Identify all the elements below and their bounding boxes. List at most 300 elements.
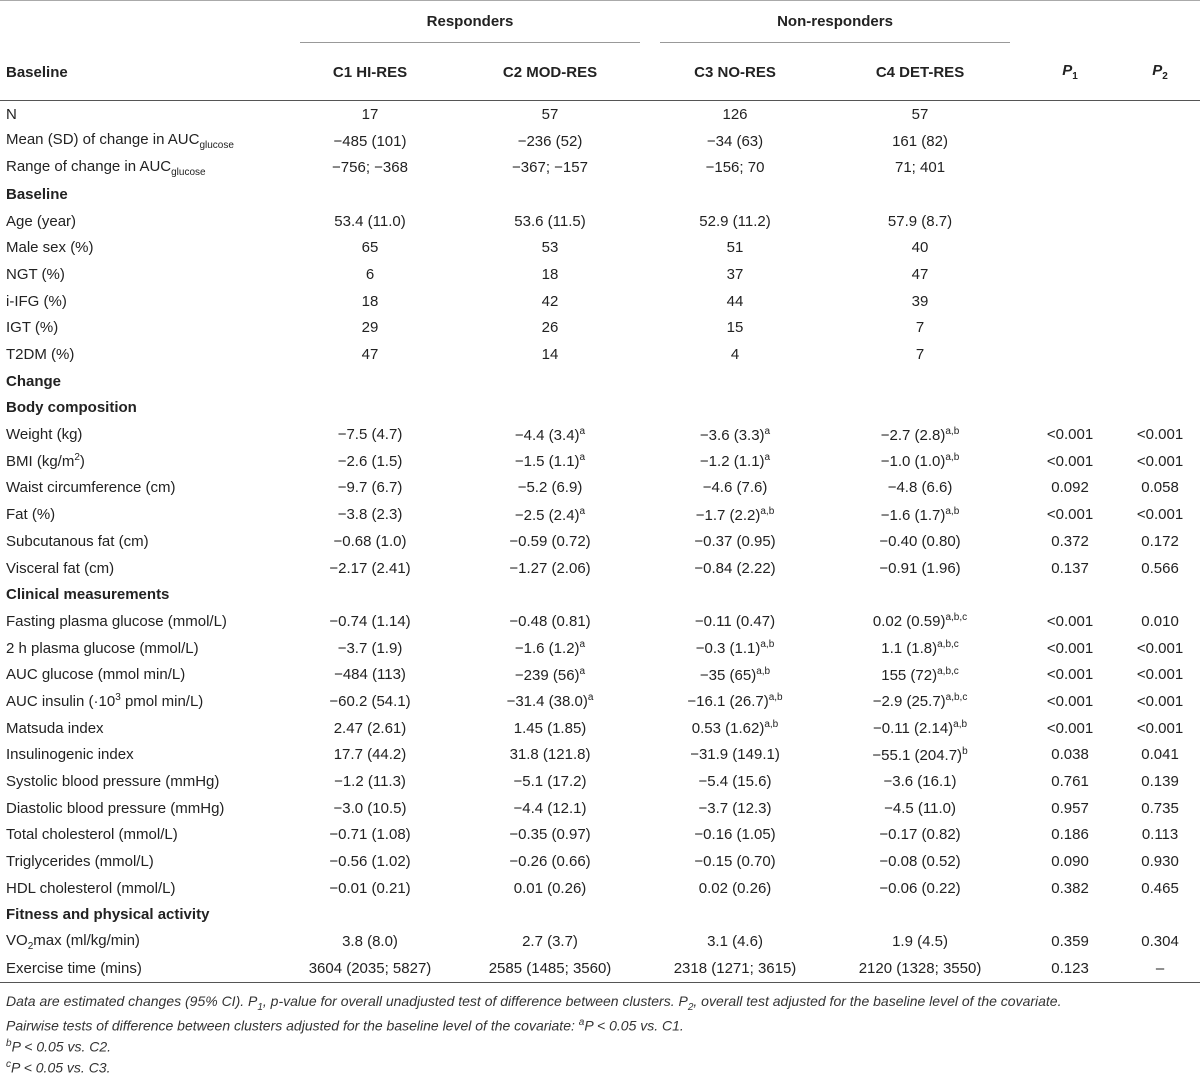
- table-row: [0, 875, 1200, 902]
- row-label-text: AUC insulin (·10: [6, 693, 116, 711]
- cell-value: 18: [361, 292, 379, 310]
- table-cell: [650, 341, 820, 368]
- cell-value: 0.359: [1051, 933, 1089, 951]
- table-cell: [290, 154, 450, 181]
- cell-value: 0.465: [1141, 879, 1179, 897]
- table-cell: [450, 501, 650, 528]
- group-header-row: [0, 1, 1200, 45]
- cell-value: 0.53 (1.62): [691, 720, 765, 738]
- footnote-text: Pairwise tests of difference between clusters adjusted for the baseline level of the covariate:: [6, 1017, 579, 1034]
- row-label: [0, 848, 290, 875]
- cell-value: 3604 (2035; 5827): [308, 959, 432, 977]
- cell-value: −0.16 (1.05): [694, 826, 776, 844]
- table-cell: [450, 955, 650, 982]
- cell-value: −1.7 (2.2): [695, 506, 761, 524]
- row-label-text: Age (year): [6, 212, 77, 230]
- table-cell: [290, 421, 450, 448]
- table-cell: [1120, 341, 1200, 368]
- table-row: [0, 822, 1200, 849]
- table-cell: [820, 288, 1020, 315]
- table-cell: [650, 421, 820, 448]
- cell-value: 37: [726, 265, 744, 283]
- cell-value: −1.6 (1.2): [514, 640, 580, 658]
- row-label: [0, 635, 290, 662]
- cell-superscript: a,b: [953, 719, 968, 731]
- cell-value: 53: [541, 239, 559, 257]
- cell-value: −0.59 (0.72): [509, 532, 591, 550]
- cell-value: 0.566: [1141, 559, 1179, 577]
- row-label: [0, 608, 290, 635]
- table-cell: [290, 475, 450, 502]
- table-cell: [290, 288, 450, 315]
- row-label: [0, 288, 290, 315]
- table-cell: [1020, 688, 1120, 715]
- table-cell: [290, 688, 450, 715]
- table-cell: [450, 528, 650, 555]
- row-label: [0, 101, 290, 128]
- row-label: [0, 928, 290, 955]
- row-label-text: VO: [6, 931, 28, 949]
- table-row: [0, 742, 1200, 769]
- table-cell: [650, 688, 820, 715]
- table-cell: [1020, 421, 1120, 448]
- table-cell: [1120, 448, 1200, 475]
- table-cell: [1120, 128, 1200, 155]
- cell-value: −0.35 (0.97): [509, 826, 591, 844]
- cell-value: −0.74 (1.14): [329, 612, 411, 630]
- cell-value: 40: [911, 239, 929, 257]
- row-label-text: Total cholesterol (mmol/L): [6, 826, 178, 844]
- cell-value: 0.172: [1141, 532, 1179, 550]
- cell-value: 2585 (1485; 3560): [488, 959, 612, 977]
- table-cell: [820, 608, 1020, 635]
- cell-value: 14: [541, 346, 559, 364]
- cell-value: 65: [361, 239, 379, 257]
- cell-value: 0.092: [1051, 479, 1089, 497]
- table-row: [0, 101, 1200, 128]
- section-row: [0, 181, 1200, 208]
- table-row: [0, 208, 1200, 235]
- row-label-subscript: glucose: [199, 140, 234, 152]
- cell-value: <0.001: [1046, 426, 1094, 444]
- table-cell: [820, 315, 1020, 342]
- row-label-text: Mean (SD) of change in AUC: [6, 131, 200, 149]
- row-label-text: HDL cholesterol (mmol/L): [6, 879, 176, 897]
- table-cell: [820, 234, 1020, 261]
- table-cell: [1120, 795, 1200, 822]
- cell-value: −3.7 (12.3): [698, 799, 772, 817]
- table-cell: [820, 768, 1020, 795]
- cell-value: −367; −157: [512, 159, 588, 177]
- cell-value: <0.001: [1046, 639, 1094, 657]
- cell-value: −4.4 (3.4): [514, 426, 580, 444]
- cell-value: 6: [365, 265, 375, 283]
- table-cell: [290, 101, 450, 128]
- cell-value: <0.001: [1046, 719, 1094, 737]
- table-cell: [1120, 501, 1200, 528]
- column-header-c4: C4 DET-RES: [875, 63, 965, 81]
- table-cell: [820, 421, 1020, 448]
- group-header-non-responders: [650, 1, 1020, 45]
- table-cell: [820, 635, 1020, 662]
- cell-value: –: [1155, 959, 1165, 977]
- table-row: [0, 688, 1200, 715]
- cell-value: −0.06 (0.22): [879, 879, 961, 897]
- table-cell: [650, 848, 820, 875]
- table-cell: [1020, 555, 1120, 582]
- table-cell: [650, 795, 820, 822]
- table-cell: [450, 635, 650, 662]
- cell-value: −31.9 (149.1): [690, 746, 780, 764]
- cell-superscript: a,b,c: [945, 692, 968, 704]
- row-label: [0, 528, 290, 555]
- row-label: [0, 154, 290, 181]
- table-cell: [820, 955, 1020, 982]
- footnote-sub: 2: [687, 1001, 694, 1013]
- cell-value: 1.1 (1.8): [881, 640, 938, 658]
- cell-value: −1.0 (1.0): [880, 453, 946, 471]
- table-cell: [290, 315, 450, 342]
- table-cell: [1020, 234, 1120, 261]
- footnote-text: , p-value for overall unadjusted test of difference between clusters. P: [262, 993, 688, 1009]
- cell-value: 57: [541, 105, 559, 123]
- cell-value: 0.058: [1141, 479, 1179, 497]
- table-cell: [820, 208, 1020, 235]
- row-label-subscript: glucose: [171, 166, 206, 178]
- table-cell: [290, 341, 450, 368]
- table-cell: [450, 341, 650, 368]
- table-cell: [1120, 848, 1200, 875]
- table-cell: [1120, 875, 1200, 902]
- table-cell: [1020, 661, 1120, 688]
- row-label-text: Triglycerides (mmol/L): [6, 853, 154, 871]
- cell-value: −0.84 (2.22): [694, 559, 776, 577]
- table-cell: [650, 768, 820, 795]
- table-cell: [1120, 608, 1200, 635]
- cell-value: −0.01 (0.21): [329, 879, 411, 897]
- footnote-sup: c: [6, 1059, 11, 1070]
- cell-value: 161 (82): [892, 132, 948, 150]
- cell-value: 0.038: [1051, 746, 1089, 764]
- cell-value: 155 (72): [881, 666, 938, 684]
- cell-value: 57: [911, 105, 929, 123]
- row-label: [0, 688, 290, 715]
- cell-value: <0.001: [1136, 719, 1184, 737]
- footnote-text: , overall test adjusted for the baseline level of the covariate.: [693, 993, 1062, 1009]
- cell-value: 0.139: [1141, 773, 1179, 791]
- table-cell: [450, 101, 650, 128]
- table-cell: [650, 742, 820, 769]
- row-label-superscript: 3: [115, 692, 121, 704]
- cell-value: 0.010: [1141, 612, 1179, 630]
- table-row: [0, 341, 1200, 368]
- row-label-text: i-IFG (%): [6, 292, 67, 310]
- table-cell: [1020, 742, 1120, 769]
- cell-value: −0.3 (1.1): [695, 640, 761, 658]
- cell-superscript: b: [962, 745, 968, 757]
- table-cell: [820, 742, 1020, 769]
- table-cell: [1020, 715, 1120, 742]
- cell-value: 1.45 (1.85): [513, 719, 587, 737]
- section-row: [0, 581, 1200, 608]
- cell-value: 0.930: [1141, 853, 1179, 871]
- row-label: [0, 448, 290, 475]
- row-label-text: Waist circumference (cm): [6, 479, 176, 497]
- table-cell: [820, 848, 1020, 875]
- section-row: [0, 368, 1200, 395]
- row-label-text: Visceral fat (cm): [6, 559, 115, 577]
- row-label-text: Weight (kg): [6, 426, 83, 444]
- table-row: [0, 555, 1200, 582]
- table-row: [0, 768, 1200, 795]
- cell-value: −484 (113): [334, 666, 406, 684]
- table-cell: [290, 208, 450, 235]
- footnote-text: P < 0.05 vs. C2.: [11, 1038, 112, 1055]
- row-label-text: Matsuda index: [6, 719, 104, 737]
- row-label: [0, 822, 290, 849]
- group-label-non-responders: Non-responders: [660, 3, 1010, 43]
- cell-value: −1.6 (1.7): [880, 506, 946, 524]
- table-cell: [1020, 848, 1120, 875]
- table-cell: [820, 555, 1020, 582]
- table-row: [0, 715, 1200, 742]
- column-header-c1: C1 HI-RES: [332, 63, 408, 81]
- table-cell: [820, 688, 1020, 715]
- table-cell: [650, 928, 820, 955]
- table-cell: [1020, 128, 1120, 155]
- column-header-c3: C3 NO-RES: [694, 63, 776, 81]
- p-letter: P: [1062, 62, 1073, 79]
- table-row: [0, 234, 1200, 261]
- cell-value: −1.5 (1.1): [514, 453, 580, 471]
- section-row: [0, 395, 1200, 422]
- table-cell: [1120, 635, 1200, 662]
- cell-value: −1.2 (11.3): [334, 773, 406, 791]
- row-label: [0, 234, 290, 261]
- cell-value: <0.001: [1046, 612, 1094, 630]
- footnote-sup: a: [578, 1017, 585, 1028]
- row-label: [0, 315, 290, 342]
- cell-value: −2.7 (2.8): [880, 426, 946, 444]
- table-row: [0, 475, 1200, 502]
- table-cell: [650, 448, 820, 475]
- table-cell: [820, 448, 1020, 475]
- cell-value: 26: [541, 319, 559, 337]
- cell-value: −3.0 (10.5): [333, 799, 407, 817]
- table-cell: [650, 661, 820, 688]
- table-cell: [650, 475, 820, 502]
- row-label-text: pmol min/L): [120, 693, 204, 711]
- table-cell: [1020, 341, 1120, 368]
- cell-superscript: a,b: [760, 505, 775, 517]
- row-label: [0, 555, 290, 582]
- table-cell: [1120, 154, 1200, 181]
- column-header-p2: [1120, 44, 1200, 101]
- table-cell: [1020, 261, 1120, 288]
- table-cell: [290, 742, 450, 769]
- table-cell: [1120, 101, 1200, 128]
- cell-value: −3.8 (2.3): [337, 506, 403, 524]
- table-cell: [820, 822, 1020, 849]
- cell-value: −0.17 (0.82): [879, 826, 961, 844]
- cell-value: −5.2 (6.9): [517, 479, 583, 497]
- cell-value: −1.27 (2.06): [509, 559, 591, 577]
- table-cell: [650, 635, 820, 662]
- cell-value: 0.090: [1051, 853, 1089, 871]
- cell-value: −0.56 (1.02): [329, 853, 411, 871]
- row-label-text: ): [79, 453, 85, 471]
- row-label-text: BMI (kg/m: [6, 453, 75, 471]
- cell-superscript: a: [579, 639, 586, 651]
- table-cell: [450, 715, 650, 742]
- table-row: [0, 288, 1200, 315]
- row-label-text: max (ml/kg/min): [33, 931, 140, 949]
- cell-value: −239 (56): [514, 666, 580, 684]
- table-cell: [290, 822, 450, 849]
- row-label-text: Fasting plasma glucose (mmol/L): [6, 612, 227, 630]
- cell-value: −0.91 (1.96): [879, 559, 961, 577]
- cell-value: 3.8 (8.0): [342, 933, 398, 951]
- cell-value: <0.001: [1136, 639, 1184, 657]
- cell-superscript: a,b: [756, 665, 771, 677]
- table-cell: [1120, 822, 1200, 849]
- cell-value: −0.26 (0.66): [509, 853, 591, 871]
- table-cell: [290, 128, 450, 155]
- cell-value: 2318 (1271; 3615): [673, 959, 797, 977]
- table-cell: [650, 154, 820, 181]
- p-subscript: 2: [1162, 71, 1168, 82]
- table-cell: [820, 261, 1020, 288]
- table-cell: [1020, 608, 1120, 635]
- cell-value: −0.11 (2.14): [872, 720, 954, 738]
- cell-value: 31.8 (121.8): [509, 746, 591, 764]
- cell-value: <0.001: [1136, 692, 1184, 710]
- row-label-text: N: [6, 105, 17, 123]
- table-cell: [650, 234, 820, 261]
- table-cell: [1020, 768, 1120, 795]
- row-label: [0, 715, 290, 742]
- cell-value: 2.7 (3.7): [522, 933, 578, 951]
- table-cell: [1120, 661, 1200, 688]
- table-cell: [1120, 208, 1200, 235]
- cell-value: −4.4 (12.1): [513, 799, 587, 817]
- footnote-line-2: [6, 1013, 1194, 1036]
- table-row: [0, 928, 1200, 955]
- section-label: Fitness and physical activity: [6, 906, 210, 924]
- cell-value: −9.7 (6.7): [337, 479, 403, 497]
- row-label-text: Fat (%): [6, 506, 56, 524]
- table-cell: [450, 768, 650, 795]
- table-row: [0, 261, 1200, 288]
- row-label-subscript: 2: [27, 940, 34, 952]
- row-label-text: Range of change in AUC: [6, 157, 172, 175]
- cell-value: −485 (101): [333, 132, 407, 150]
- cell-value: <0.001: [1046, 452, 1094, 470]
- section-label: Change: [6, 372, 62, 390]
- table-cell: [290, 234, 450, 261]
- cell-value: −60.2 (54.1): [329, 692, 411, 710]
- table-cell: [820, 475, 1020, 502]
- cell-value: −4.6 (7.6): [702, 479, 768, 497]
- row-label: [0, 955, 290, 982]
- cell-value: 0.304: [1141, 933, 1179, 951]
- cell-value: 7: [915, 319, 925, 337]
- table-cell: [450, 928, 650, 955]
- cell-value: 0.113: [1141, 826, 1179, 844]
- table-cell: [450, 795, 650, 822]
- group-header-empty: [1120, 1, 1200, 45]
- table-cell: [820, 875, 1020, 902]
- table-row: [0, 448, 1200, 475]
- table-row: [0, 635, 1200, 662]
- cell-superscript: a,b,c: [937, 639, 959, 651]
- table-cell: [290, 261, 450, 288]
- table-cell: [450, 288, 650, 315]
- cell-value: −4.5 (11.0): [884, 799, 956, 817]
- table-cell: [820, 101, 1020, 128]
- column-header-row: [0, 44, 1200, 101]
- cell-value: 0.01 (0.26): [513, 879, 587, 897]
- table-cell: [450, 208, 650, 235]
- table-cell: [450, 555, 650, 582]
- cell-value: 0.02 (0.59): [872, 613, 946, 631]
- cell-superscript: a: [579, 425, 586, 437]
- column-header-baseline: Baseline: [6, 63, 68, 81]
- table-cell: [1020, 288, 1120, 315]
- cell-value: 52.9 (11.2): [699, 212, 771, 230]
- section-label: Baseline: [6, 185, 68, 203]
- table-row: [0, 154, 1200, 181]
- table-cell: [650, 128, 820, 155]
- cell-superscript: a: [579, 665, 586, 677]
- row-label: [0, 501, 290, 528]
- table-cell: [450, 742, 650, 769]
- cell-value: −2.9 (25.7): [872, 693, 946, 711]
- row-label-text: Insulinogenic index: [6, 746, 134, 764]
- table-cell: [450, 234, 650, 261]
- cell-value: −236 (52): [517, 132, 583, 150]
- row-label: [0, 742, 290, 769]
- table-row: [0, 955, 1200, 982]
- footnote-sup: b: [6, 1038, 12, 1049]
- cell-value: 71; 401: [895, 159, 946, 177]
- cell-value: 0.041: [1141, 746, 1179, 764]
- table-cell: [650, 261, 820, 288]
- table-cell: [650, 822, 820, 849]
- cell-value: <0.001: [1136, 452, 1184, 470]
- row-label: [0, 768, 290, 795]
- table-cell: [650, 875, 820, 902]
- row-label: [0, 341, 290, 368]
- table-cell: [820, 341, 1020, 368]
- cell-value: 17: [361, 105, 379, 123]
- table-cell: [650, 315, 820, 342]
- row-label: [0, 421, 290, 448]
- table-cell: [1020, 448, 1120, 475]
- cell-value: −35 (65): [699, 666, 757, 684]
- table-cell: [1120, 234, 1200, 261]
- table-cell: [820, 128, 1020, 155]
- table-cell: [450, 661, 650, 688]
- table-row: [0, 661, 1200, 688]
- cell-value: −34 (63): [706, 132, 764, 150]
- table-cell: [290, 715, 450, 742]
- footnote-text: P < 0.05 vs. C3.: [11, 1059, 111, 1076]
- table-cell: [290, 528, 450, 555]
- cell-superscript: a,b: [760, 639, 775, 651]
- cell-value: 0.372: [1051, 532, 1089, 550]
- footnote-text: P < 0.05 vs. C1.: [584, 1017, 684, 1034]
